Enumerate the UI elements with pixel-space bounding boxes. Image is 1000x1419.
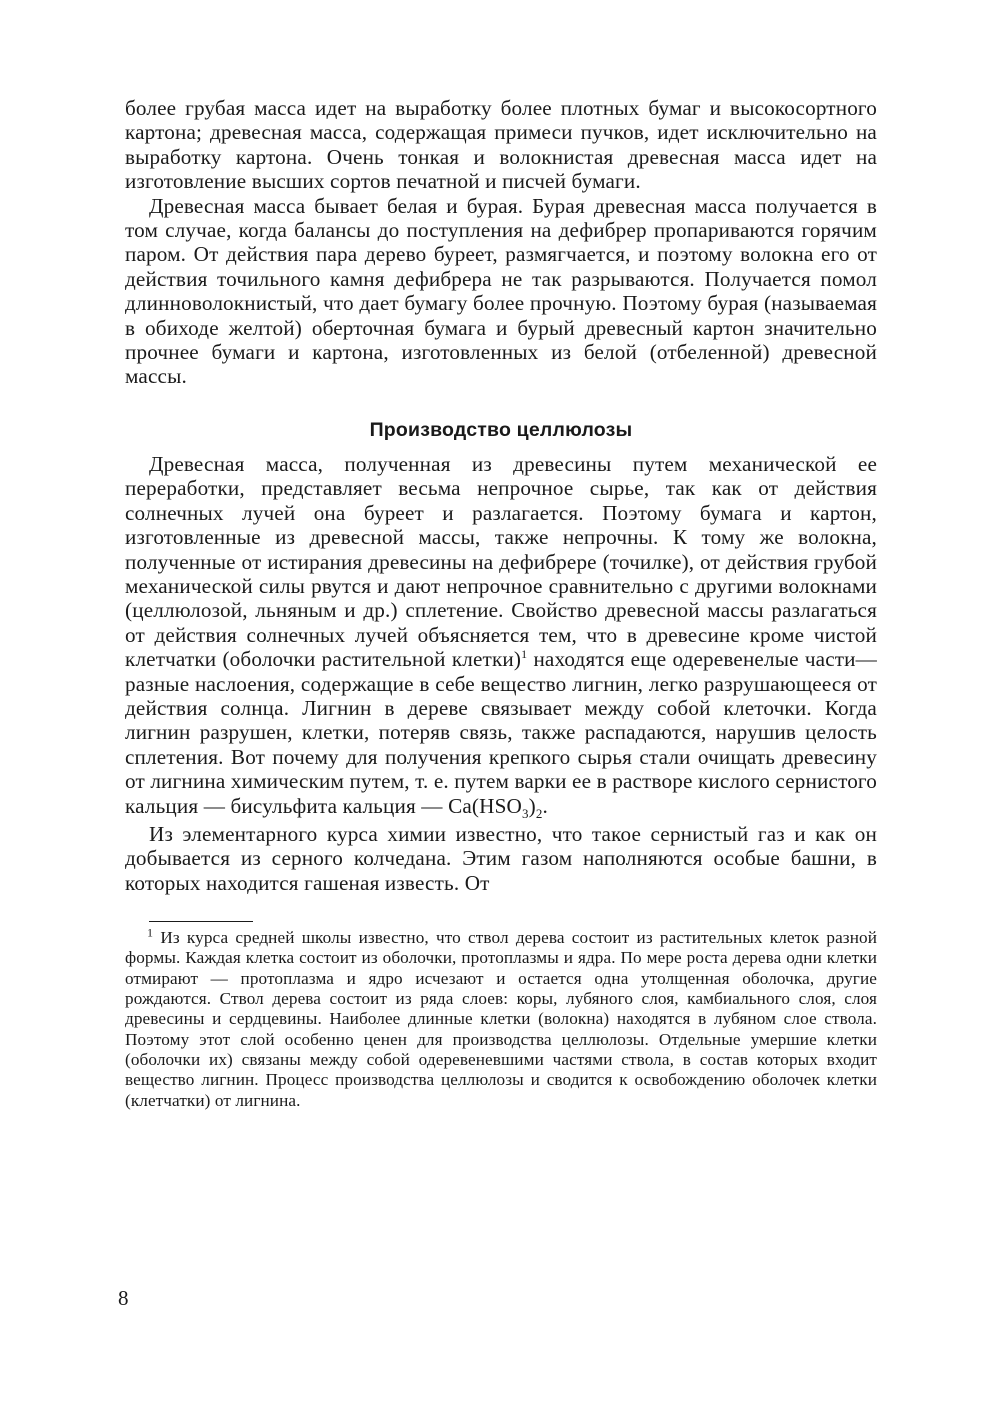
formula-paren: )	[528, 793, 536, 818]
footnote-text: Из курса средней школы известно, что ствол дерева состоит из растительных клеток разной формы. Каждая клетка состоит из оболочки, протоплазмы и ядра. По мере роста дерева одни клетки отмирают — протоплазма и ядро исчезают и остается одна утолщенная оболочка, другие рождаются. Ствол дерева состоит из ряда слоев: коры, лубяного слоя, камбиального слоя, слоя древесины и сердцевины. Наиболее длинные клетки (волокна) находятся в лубяном слое ствола. Поэтому этот слой особенно ценен для производства целлюлозы. Отдельные умершие клетки (оболочки их) связаны между собой одеревеневшими частями ствола, в состав которых входит вещество лигнин. Процесс производства целлюлозы и сводится к освобождению оболочек клетки (клетчатки) от лигнина.	[125, 928, 877, 1110]
footnote-marker: 1	[147, 925, 154, 940]
paragraph-white-brown-pulp: Древесная масса бывает белая и бурая. Бурая древесная масса получается в том случае, когда балансы до поступления на дефибрер пропариваются горячим паром. От действия пара дерево буреет, размягчается, и поэтому волокна его от действия точильного камня дефибрера не так разрываются. Получается помол длинноволокнистый, что дает бумагу более прочную. Поэтому бурая (называемая в обиходе желтой) оберточная бумага и бурый древесный картон значительно прочнее бумаги и картона, изготовленных из белой (отбеленной) древесной массы.	[125, 193, 877, 389]
paragraph-sulfur-gas: Из элементарного курса химии известно, что такое сернистый газ и как он добывается из серного колчедана. Этим газом наполняются особые башни, в которых находится гашеная известь. От	[125, 821, 877, 895]
section-heading: Производство целлюлозы	[369, 418, 633, 441]
footnote	[125, 925, 877, 1111]
formula-subscript-2: 2	[535, 805, 543, 821]
footnote-reference: 1	[521, 647, 528, 662]
paragraph-text-part1: Древесная масса, полученная из древесины путем механической ее переработки, представляет весьма непрочное сырье, так как от действия солнечных лучей она буреет и разлагается. Поэтому бумага и картон, изготовленные из древесной массы, также непрочны. К тому же волокна, полученные от истирания древесины на дефибрере (точилке), от действия грубой механической силы рвутся и дают непрочное сравнительно с другими волокнами (целлюлозой, льняным и др.) сплетение. Свойство древесной массы разлагаться от действия солнечных лучей объясняется тем, что в древесине кроме чистой клетчатки (оболочки растительной клетки)	[125, 451, 877, 672]
page-number: 8	[118, 1286, 129, 1310]
formula-subscript-3: 3	[521, 805, 529, 821]
paragraph-paper-grades: более грубая масса идет на выработку более плотных бумаг и высокосортного картона; древесная масса, содержащая примеси пучков, идет исключительно на выработку картона. Очень тонкая и волокнистая древесная масса идет на изготовление высших сортов печатной и писчей бумаги.	[125, 96, 877, 194]
footnote-divider	[149, 921, 253, 922]
page-body	[125, 96, 877, 1111]
paragraph-period: .	[542, 793, 548, 818]
paragraph-text-part2: находятся еще одеревенелые части—разные наслоения, содержащие в себе вещество лигнин, легко разрушающееся от действия солнца. Лигнин в дереве связывает между собой клеточки. Когда лигнин разрушен, клетки, потеряв связь, также распадаются, нарушив целость сплетения. Вот почему для получения крепкого сырья стали очищать древесину от лигнина химическим путем, т. е. путем варки ее в растворе кислого сернистого кальция — бисульфита кальция — Ca(HSO	[125, 647, 877, 818]
paragraph-cellulose-intro	[125, 451, 877, 821]
